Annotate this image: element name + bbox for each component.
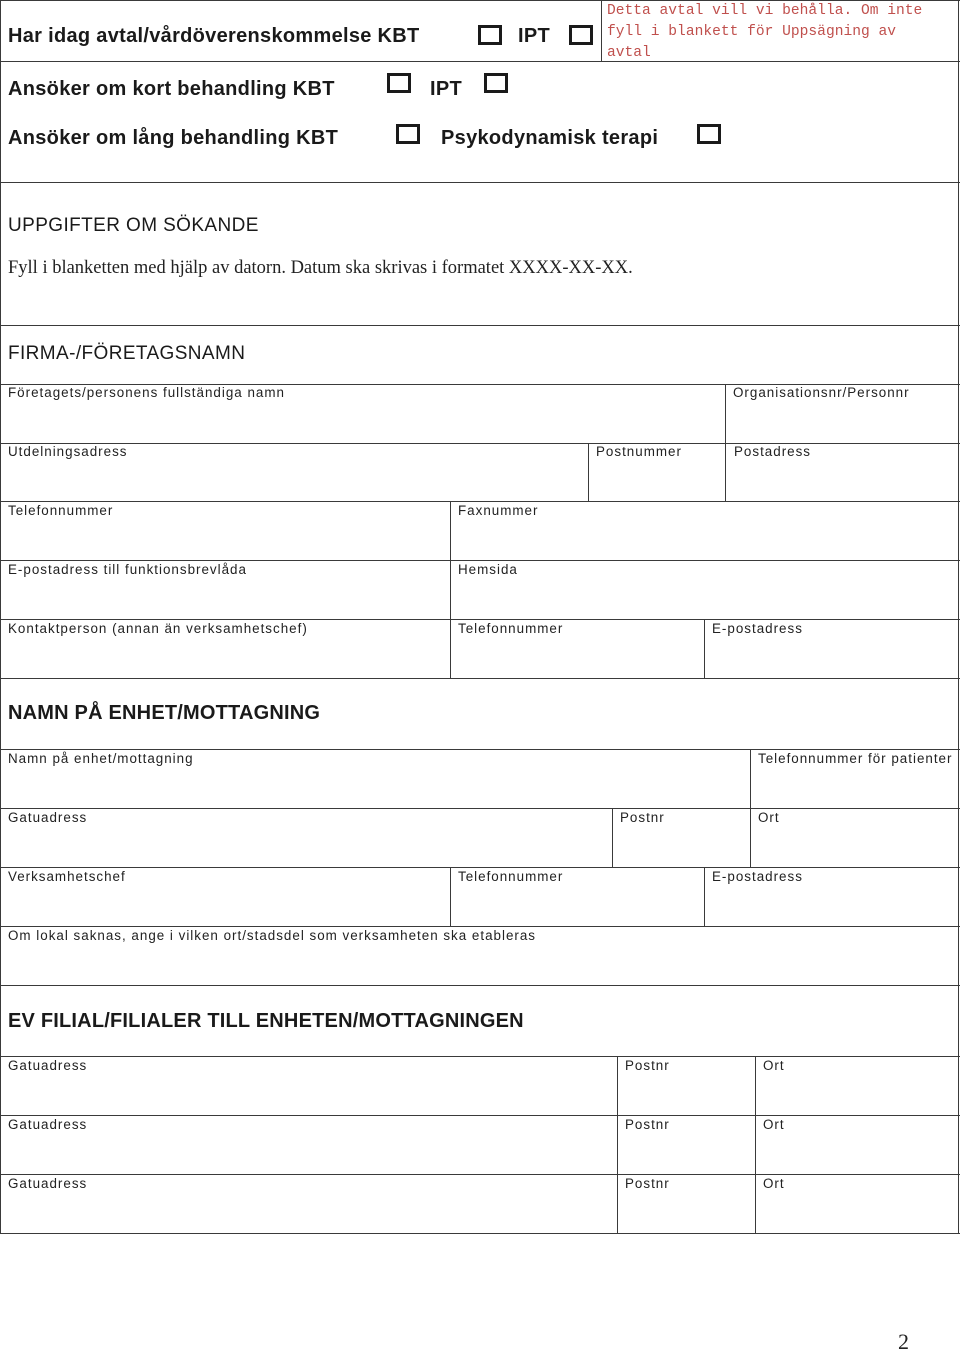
page-number: 2: [898, 1329, 909, 1354]
branches-section-title: EV FILIAL/FILIALER TILL ENHETEN/MOTTAGNINGEN: [8, 1010, 524, 1032]
long-psychodynamic-label: Psykodynamisk terapi: [441, 127, 659, 149]
rule: [755, 1056, 756, 1233]
contact-phone-field[interactable]: Telefonnummer: [458, 621, 564, 636]
rule: [704, 867, 705, 926]
agreement-ipt-label: IPT: [518, 25, 551, 47]
contact-person-field[interactable]: Kontaktperson (annan än verksamhetschef): [8, 621, 308, 636]
rule: [0, 182, 960, 183]
agreement-ipt-checkbox[interactable]: [569, 25, 593, 45]
short-kbt-checkbox[interactable]: [387, 73, 411, 93]
manager-field[interactable]: Verksamhetschef: [8, 869, 126, 884]
rule: [725, 384, 726, 501]
unit-name-field[interactable]: Namn på enhet/mottagning: [8, 751, 194, 766]
company-full-name-field[interactable]: Företagets/personens fullständiga namn: [8, 385, 285, 400]
rule: [750, 749, 751, 867]
rule: [704, 619, 705, 678]
unit-section-title: NAMN PÅ ENHET/MOTTAGNING: [8, 702, 321, 724]
branch-postal-code-field[interactable]: Postnr: [625, 1176, 670, 1191]
org-nr-field[interactable]: Organisationsnr/Personnr: [733, 385, 910, 400]
rule: [0, 0, 1, 1234]
postal-code-field[interactable]: Postnummer: [596, 444, 682, 459]
rule: [0, 560, 960, 561]
company-fax-field[interactable]: Faxnummer: [458, 503, 539, 518]
contact-email-field[interactable]: E-postadress: [712, 621, 803, 636]
branch-city-field[interactable]: Ort: [763, 1117, 785, 1132]
rule: [0, 749, 960, 750]
branch-street-field[interactable]: Gatuadress: [8, 1117, 88, 1132]
long-treatment-label: Ansöker om lång behandling KBT: [8, 127, 339, 149]
location-note-field[interactable]: Om lokal saknas, ange i vilken ort/stadsdel som verksamheten ska etableras: [8, 928, 537, 943]
rule: [0, 501, 960, 502]
rule: [0, 808, 960, 809]
rule: [0, 985, 960, 986]
agreement-question: Har idag avtal/vårdöverenskommelse KBT: [8, 25, 420, 47]
rule: [0, 867, 960, 868]
rule: [0, 926, 960, 927]
rule: [0, 1174, 960, 1175]
branch-street-field[interactable]: Gatuadress: [8, 1058, 88, 1073]
branch-city-field[interactable]: Ort: [763, 1176, 785, 1191]
delivery-address-field[interactable]: Utdelningsadress: [8, 444, 128, 459]
rule: [450, 501, 451, 678]
company-website-field[interactable]: Hemsida: [458, 562, 518, 577]
company-email-field[interactable]: E-postadress till funktionsbrevlåda: [8, 562, 247, 577]
rule: [0, 1115, 960, 1116]
company-section-title: FIRMA-/FÖRETAGSNAMN: [8, 343, 246, 364]
rule: [958, 0, 959, 1234]
rule: [0, 325, 960, 326]
unit-postal-code-field[interactable]: Postnr: [620, 810, 665, 825]
rule: [0, 443, 960, 444]
rule: [617, 1056, 618, 1233]
rule: [0, 678, 960, 679]
rule: [588, 443, 589, 501]
branch-postal-code-field[interactable]: Postnr: [625, 1058, 670, 1073]
long-psychodynamic-checkbox[interactable]: [697, 124, 721, 144]
branch-street-field[interactable]: Gatuadress: [8, 1176, 88, 1191]
short-treatment-label: Ansöker om kort behandling KBT: [8, 78, 335, 100]
rule: [0, 1233, 960, 1234]
unit-city-field[interactable]: Ort: [758, 810, 780, 825]
rule: [0, 1056, 960, 1057]
agreement-kbt-checkbox[interactable]: [478, 25, 502, 45]
applicant-instruction: Fyll i blanketten med hjälp av datorn. Datum ska skrivas i formatet XXXX-XX-XX.: [8, 258, 633, 278]
keep-agreement-note: Detta avtal vill vi behålla. Om inte fyll i blankett för Uppsägning av avtal: [607, 3, 923, 61]
short-ipt-checkbox[interactable]: [484, 73, 508, 93]
applicant-section-title: UPPGIFTER OM SÖKANDE: [8, 215, 259, 236]
branch-city-field[interactable]: Ort: [763, 1058, 785, 1073]
short-ipt-label: IPT: [430, 78, 463, 100]
branch-postal-code-field[interactable]: Postnr: [625, 1117, 670, 1132]
rule: [0, 619, 960, 620]
manager-email-field[interactable]: E-postadress: [712, 869, 803, 884]
rule: [601, 0, 602, 62]
long-kbt-checkbox[interactable]: [396, 124, 420, 144]
company-phone-field[interactable]: Telefonnummer: [8, 503, 114, 518]
rule: [450, 867, 451, 926]
postal-address-field[interactable]: Postadress: [734, 444, 811, 459]
patient-phone-field[interactable]: Telefonnummer för patienter: [758, 751, 953, 766]
unit-street-field[interactable]: Gatuadress: [8, 810, 88, 825]
manager-phone-field[interactable]: Telefonnummer: [458, 869, 564, 884]
rule: [612, 808, 613, 867]
